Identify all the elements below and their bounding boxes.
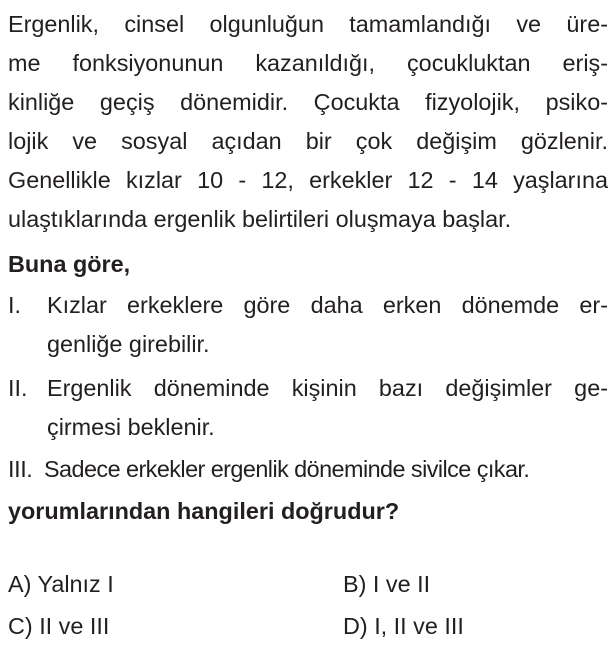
option-b[interactable] [343, 569, 430, 599]
statement-2 [8, 369, 608, 447]
lead-in: Buna göre, [8, 251, 131, 277]
statement-3 [8, 450, 608, 489]
statement-1 [8, 286, 608, 364]
option-a[interactable] [8, 569, 114, 599]
passage-line: me fonksiyonunun kazanıldığı, çocukluktan eriş- [8, 50, 608, 76]
statement-number: II. [8, 375, 28, 401]
option-letter: D) [343, 613, 368, 639]
statement-text [44, 450, 608, 489]
passage-line: kinliğe geçiş dönemidir. Çocukta fizyolojik, psiko- [8, 89, 608, 115]
option-text: II ve III [39, 613, 110, 639]
option-text: I ve II [372, 571, 431, 597]
option-d[interactable] [343, 611, 464, 641]
option-letter: B) [343, 571, 367, 597]
option-text: I, II ve III [374, 613, 464, 639]
option-letter: C) [8, 613, 33, 639]
option-text: Yalnız I [37, 571, 114, 597]
statement-line: çirmesi beklenir. [47, 414, 215, 440]
passage-line: lojik ve sosyal açıdan bir çok değişim gözlenir. [8, 128, 608, 154]
statement-text [47, 369, 608, 447]
passage [8, 5, 608, 239]
statement-line: Sadece erkekler ergenlik döneminde sivilce çıkar. [44, 456, 530, 482]
statement-number: III. [8, 456, 33, 482]
passage-line: Genellikle kızlar 10 - 12, erkekler 12 - 14 yaşlarına [8, 167, 608, 193]
question-text: yorumlarından hangileri doğrudur? [8, 498, 400, 524]
passage-line: Ergenlik, cinsel olgunluğun tamamlandığı ve üre- [8, 11, 608, 37]
statement-number: I. [8, 292, 21, 318]
option-letter: A) [8, 571, 32, 597]
statement-line: Ergenlik döneminde kişinin bazı değişimler ge- [47, 375, 608, 401]
statement-line: Kızlar erkeklere göre daha erken dönemde er- [47, 292, 608, 318]
passage-line: ulaştıklarında ergenlik belirtileri oluşmaya başlar. [8, 206, 512, 232]
statement-line: genliğe girebilir. [47, 331, 210, 357]
option-c[interactable] [8, 611, 109, 641]
statement-text [47, 286, 608, 364]
